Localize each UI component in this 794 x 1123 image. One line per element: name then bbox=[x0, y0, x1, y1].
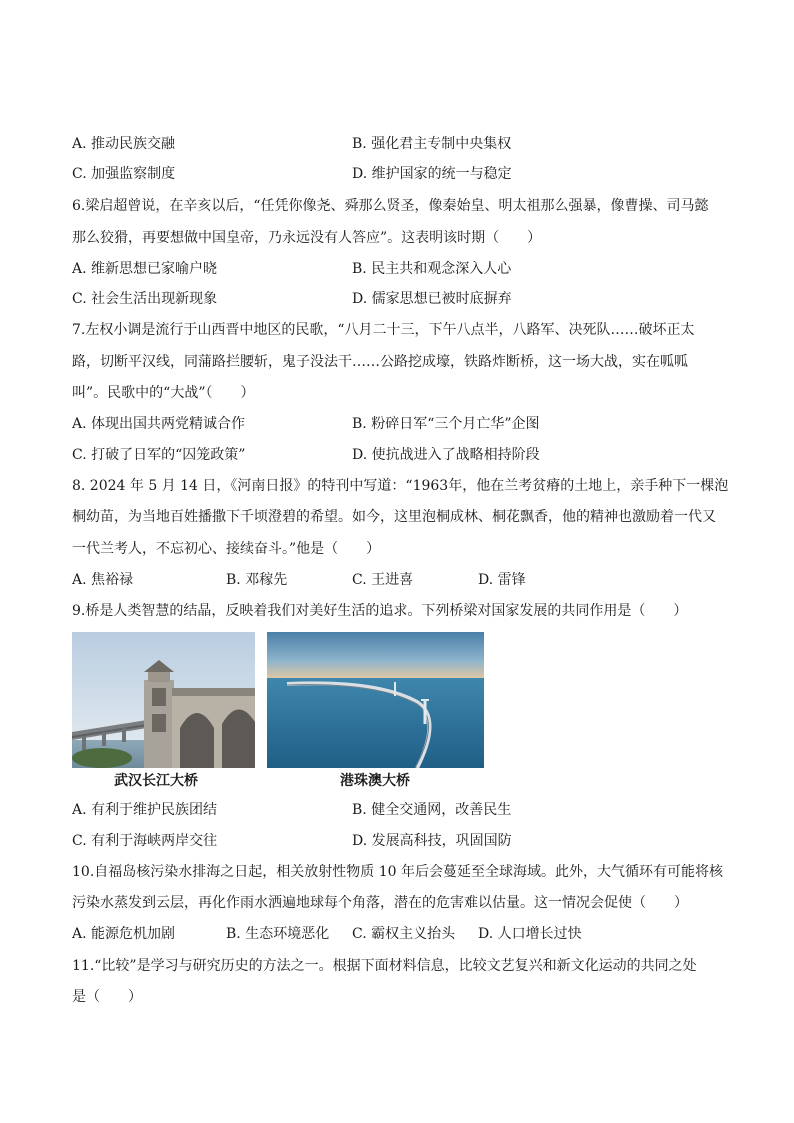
q5-option-c: C. 加强监察制度 bbox=[72, 166, 176, 182]
q8-option-d: D. 雷锋 bbox=[478, 572, 526, 588]
q6-option-b: B. 民主共和观念深入人心 bbox=[352, 261, 512, 277]
q9-option-b: B. 健全交通网，改善民生 bbox=[352, 802, 512, 818]
q7-option-d: D. 使抗战进入了战略相持阶段 bbox=[352, 447, 540, 463]
photo-caption-hzm: 港珠澳大桥 bbox=[340, 773, 410, 789]
q8-option-a: A. 焦裕禄 bbox=[72, 572, 134, 588]
hzm-bridge-photo bbox=[267, 632, 484, 768]
q9-option-c: C. 有利于海峡两岸交往 bbox=[72, 833, 218, 849]
q9-stem-line1: 9.桥是人类智慧的结晶，反映着我们对美好生活的追求。下列桥梁对国家发展的共同作用是（ ） bbox=[72, 603, 688, 619]
q11-stem-line2: 是（ ） bbox=[72, 989, 142, 1005]
q7-option-c: C. 打破了日军的“囚笼政策” bbox=[72, 447, 246, 463]
q10-stem-line1: 10.自福岛核污染水排海之日起，相关放射性物质 10 年后会蔓延至全球海域。此外，大气循环有可能将核 bbox=[72, 864, 723, 880]
q10-option-d: D. 人口增长过快 bbox=[478, 926, 582, 942]
q11-stem-line1: 11.“比较”是学习与研究历史的方法之一。根据下面材料信息，比较文艺复兴和新文化运动的共同之处 bbox=[72, 958, 697, 974]
q8-option-b: B. 邓稼先 bbox=[226, 572, 288, 588]
q8-option-c: C. 王进喜 bbox=[352, 572, 414, 588]
q9-option-d: D. 发展高科技，巩固国防 bbox=[352, 833, 512, 849]
q10-stem-line2: 污染水蒸发到云层，再化作雨水洒遍地球每个角落，潜在的危害难以估量。这一情况会促使（ ） bbox=[72, 895, 688, 911]
q7-stem-line3: 叫”。民歌中的“大战”（ ） bbox=[72, 385, 255, 401]
q8-stem-line3: 一代兰考人，不忘初心、接续奋斗。”他是（ ） bbox=[72, 541, 381, 557]
q6-stem-line2: 那么狡猾，再要想做中国皇帝，乃永远没有人答应”。这表明该时期（ ） bbox=[72, 230, 542, 246]
q5-option-a: A. 推动民族交融 bbox=[72, 136, 176, 152]
photo-caption-wuhan: 武汉长江大桥 bbox=[114, 773, 198, 789]
q6-stem-line1: 6.梁启超曾说，在辛亥以后，“任凭你像尧、舜那么贤圣，像秦始皇、明太祖那么强暴，像曹操、司马懿 bbox=[72, 198, 709, 214]
q8-stem-line2: 桐幼苗，为当地百姓播撒下千顷澄碧的希望。如今，这里泡桐成林、桐花飘香，他的精神也激励着一代又 bbox=[72, 509, 716, 525]
q9-option-a: A. 有利于维护民族团结 bbox=[72, 802, 218, 818]
q7-stem-line1: 7.左权小调是流行于山西晋中地区的民歌，“八月二十三，下午八点半，八路军、决死队……破坏正太 bbox=[72, 322, 695, 338]
q5-option-b: B. 强化君主专制中央集权 bbox=[352, 136, 512, 152]
q6-option-d: D. 儒家思想已被时底摒弃 bbox=[352, 291, 512, 307]
q5-option-d: D. 维护国家的统一与稳定 bbox=[352, 166, 512, 182]
q8-stem-line1: 8. 2024 年 5 月 14 日，《河南日报》的特刊中写道：“1963年，他在兰考贫瘠的土地上，亲手种下一棵泡 bbox=[72, 478, 729, 494]
wuhan-bridge-photo bbox=[72, 632, 255, 768]
q10-option-b: B. 生态环境恶化 bbox=[226, 926, 330, 942]
q6-option-c: C. 社会生活出现新现象 bbox=[72, 291, 218, 307]
q10-option-c: C. 霸权主义抬头 bbox=[352, 926, 456, 942]
q7-stem-line2: 路，切断平汉线，同蒲路拦腰斩，鬼子没法干……公路挖成壕，铁路炸断桥，这一场大战，实在呱呱 bbox=[72, 354, 688, 370]
q6-option-a: A. 维新思想已家喻户晓 bbox=[72, 261, 218, 277]
q10-option-a: A. 能源危机加剧 bbox=[72, 926, 176, 942]
q7-option-a: A. 体现出国共两党精诚合作 bbox=[72, 416, 246, 432]
q7-option-b: B. 粉碎日军“三个月亡华”企图 bbox=[352, 416, 540, 432]
